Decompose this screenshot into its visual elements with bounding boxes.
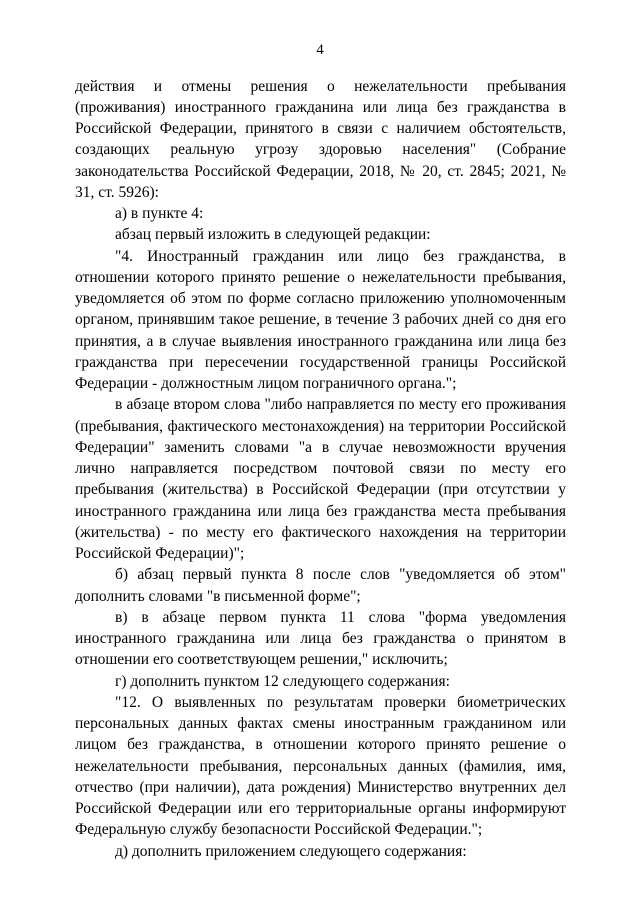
document-body: [75, 76, 566, 862]
paragraph-quoted-item-12: "12. О выявленных по результатам проверки биометрических персональных данных фактах смены иностранным гражданином или лицом без гражданства, в отношении которого принято решение о нежелательности пребывания, персональных данных (фамилия, имя, отчество (при наличии), дата рождения) Министерство внутренних дел Российской Федерации или его территориальные органы информируют Федеральную службу безопасности Российской Федерации.";: [75, 693, 566, 839]
paragraph-item-g: г) дополнить пунктом 12 следующего содержания:: [115, 672, 450, 690]
paragraph-continuation: действия и отмены решения о нежелательности пребывания (проживания) иностранного гражданина или лица без гражданства в Российской Федерации, принятого в связи с наличием обстоятельств, создающих реальную угрозу здоровью населения" (Собрание законодательства Российской Федерации, 2018, № 20, ст. 2845; 2021, № 31, ст. 5926):: [75, 77, 566, 201]
paragraph-item-d: д) дополнить приложением следующего содержания:: [115, 842, 467, 860]
paragraph-item-v: в) в абзаце первом пункта 11 слова "форма уведомления иностранного гражданина или лица без гражданства о принятом в отношении его соответствующем решении," исключить;: [75, 608, 566, 669]
paragraph-item-a: а) в пункте 4:: [115, 205, 204, 222]
paragraph-second-abzac: в абзаце втором слова "либо направляется по месту его проживания (пребывания, фактического местонахождения) на территории Российской Федерации" заменить словами "а в случае невозможности вручения лично направляется посредством почтовой связи по месту его пребывания (жительства) в Российской Федерации (при отсутствии у иностранного гражданина или лица без гражданства места пребывания (жительства) - по месту его фактического нахождения на территории Российской Федерации)";: [75, 396, 566, 562]
paragraph-quoted-item-4: "4. Иностранный гражданин или лицо без гражданства, в отношении которого принято решение о нежелательности пребывания, уведомляется об этом по форме согласно приложению уполномоченным органом, принявшим такое решение, в течение 3 рабочих дней со дня его принятия, а в случае выявления иностранного гражданина или лица без гражданства при пересечении государственной границы Российской Федерации - должностным лицом пограничного органа.";: [75, 247, 566, 392]
page-number: 4: [316, 42, 324, 58]
paragraph-item-b: б) абзац первый пункта 8 после слов "уведомляется об этом" дополнить словами "в письменной форме";: [75, 566, 566, 605]
paragraph-instruction: абзац первый изложить в следующей редакции:: [115, 226, 431, 244]
